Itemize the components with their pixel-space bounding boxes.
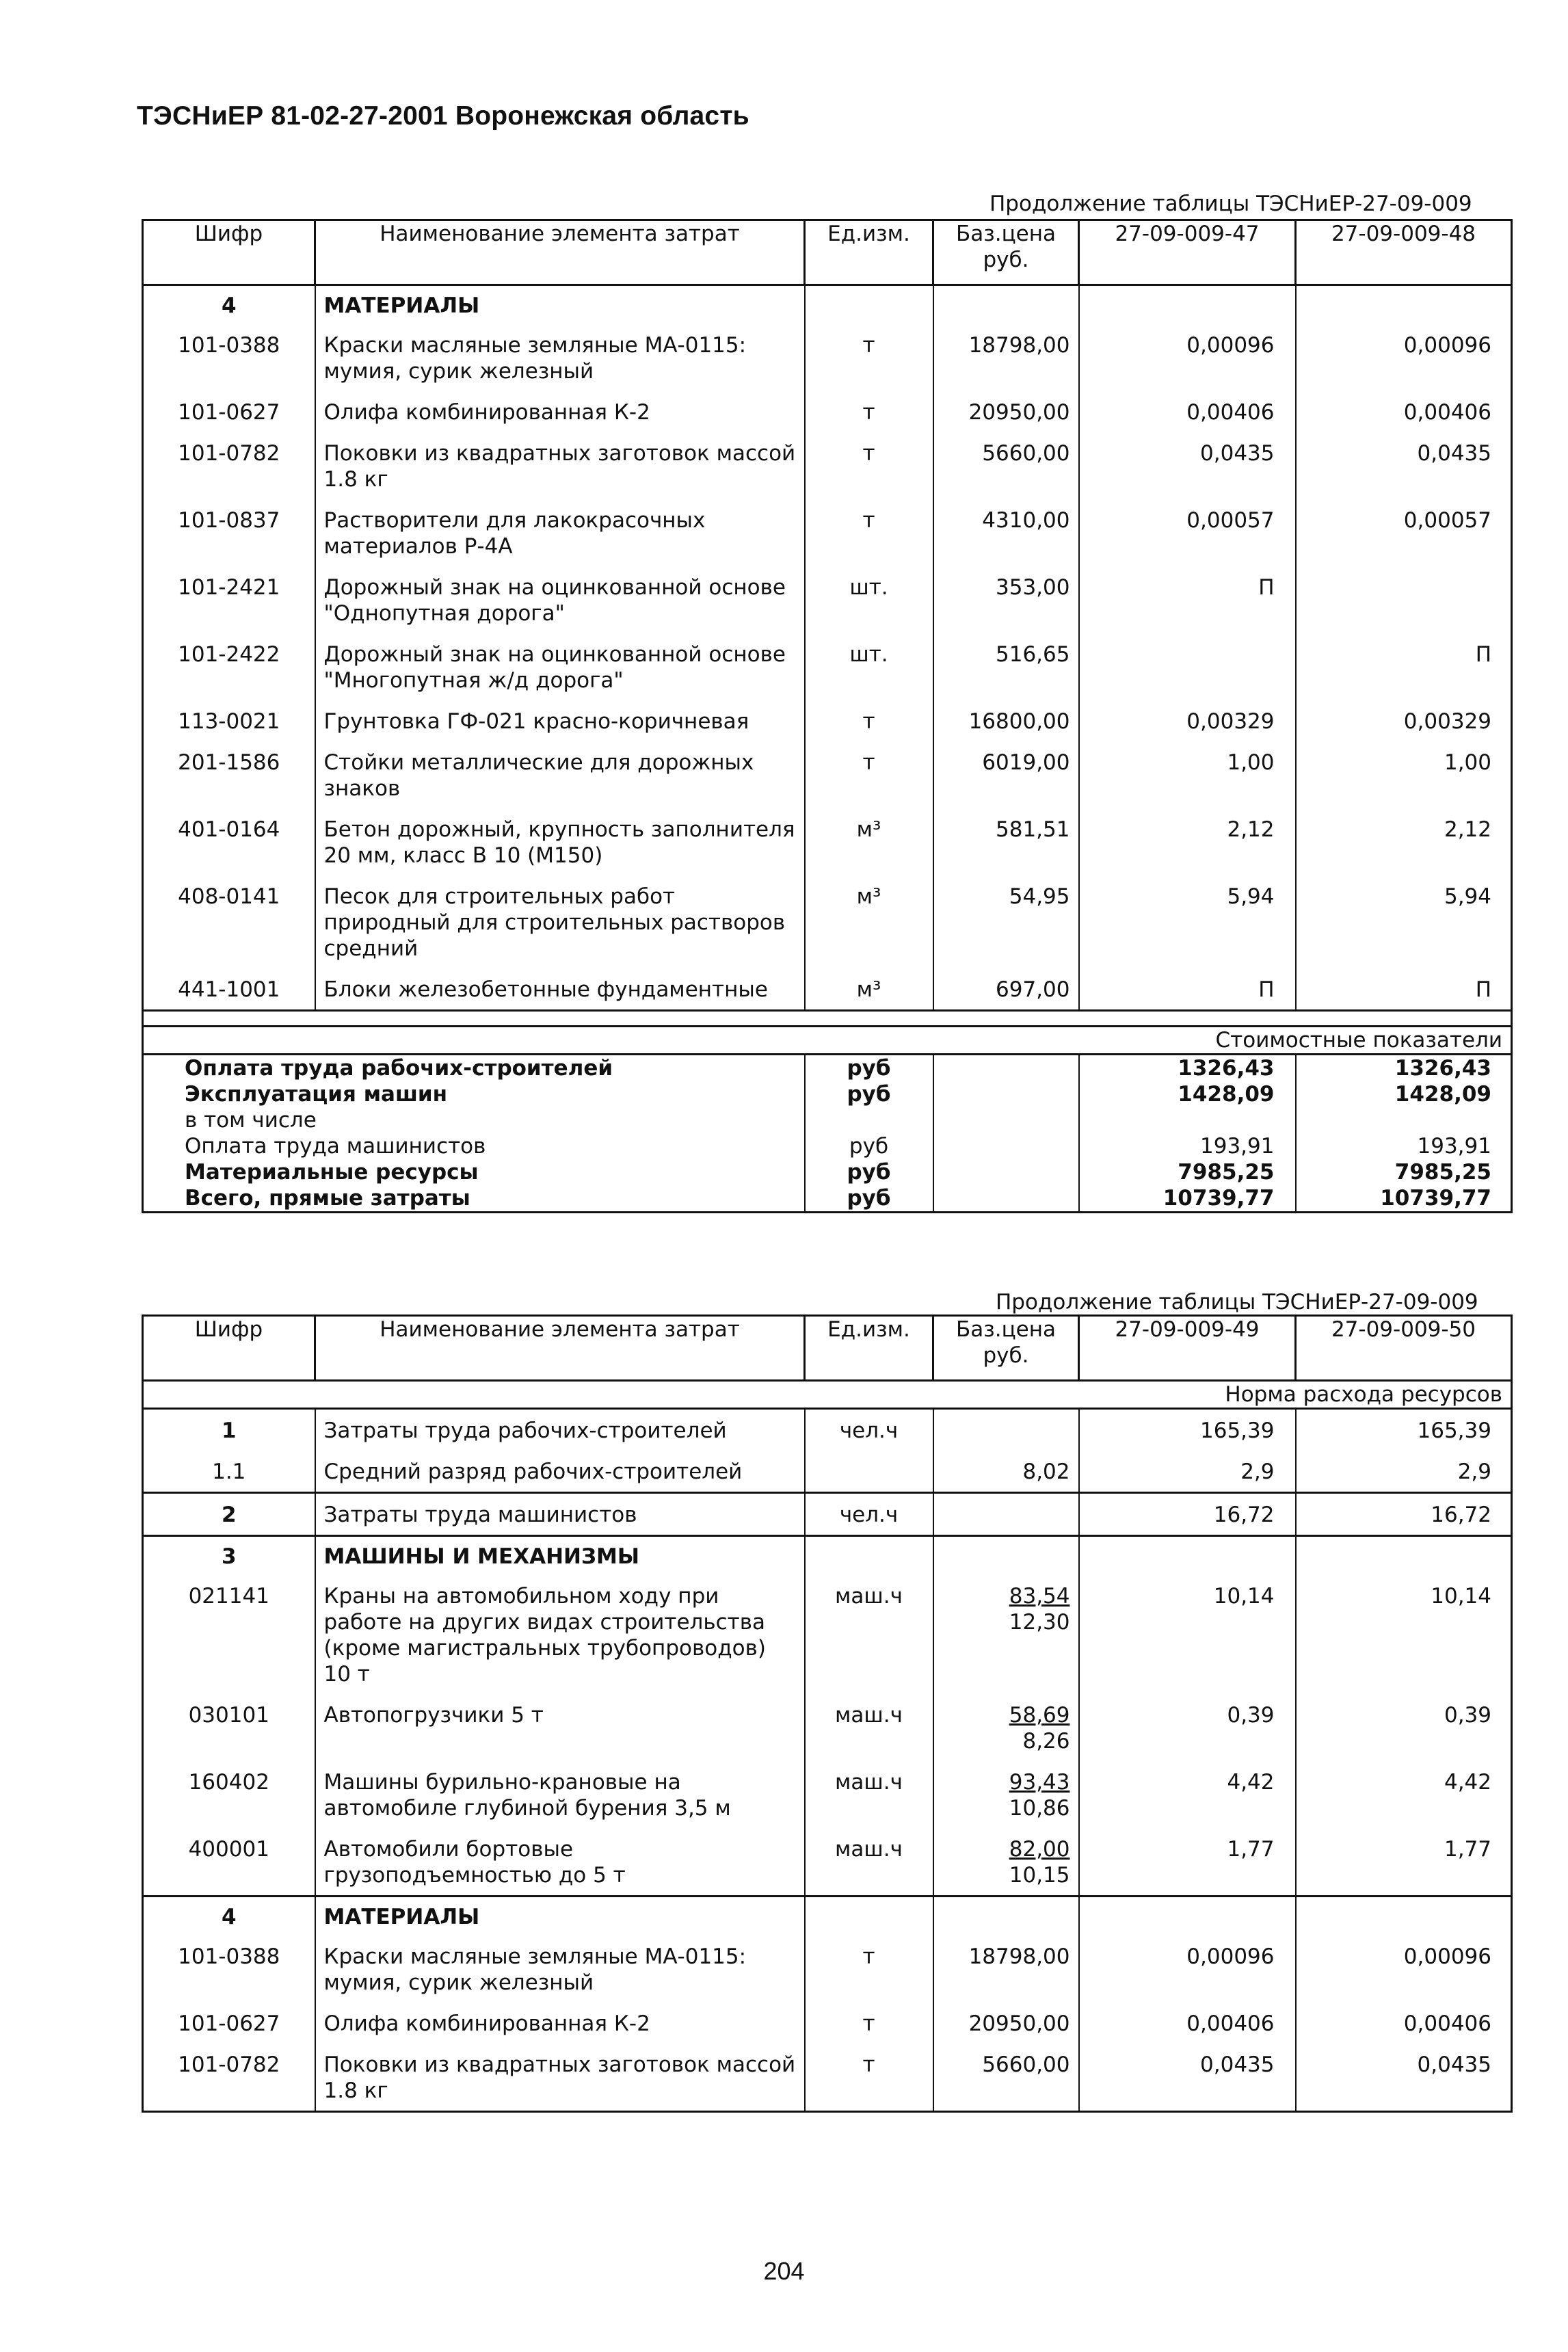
summary-price-empty <box>933 1081 1079 1107</box>
row-name: Дорожный знак на оцинкованной основе "Многопутная ж/д дорога" <box>315 633 805 700</box>
row-price: 353,00 <box>933 566 1079 633</box>
summary-label: Материальные ресурсы <box>143 1159 805 1185</box>
row-price: 5660,00 <box>933 2044 1079 2112</box>
row-value-col2: 0,00329 <box>1296 700 1512 741</box>
summary-row <box>143 1185 1512 1213</box>
section-row <box>143 1536 1512 1576</box>
row-value-col2: 2,12 <box>1296 808 1512 875</box>
section-row <box>143 1897 1512 1936</box>
row-price: 6019,00 <box>933 741 1079 808</box>
row-price <box>933 1493 1079 1536</box>
table-header-row <box>143 220 1512 285</box>
row-value-col2: 0,00057 <box>1296 499 1512 566</box>
row-value-col2: П <box>1296 633 1512 700</box>
row-code: 101-0837 <box>143 499 315 566</box>
header-col2: 27-09-009-50 <box>1296 1316 1512 1381</box>
row-value-col2: 4,42 <box>1296 1761 1512 1828</box>
summary-label: в том числе <box>143 1107 805 1133</box>
row-unit: чел.ч <box>805 1409 933 1451</box>
row-value-col1: 0,0435 <box>1079 432 1296 499</box>
row-value-col1: 0,00406 <box>1079 2003 1296 2044</box>
row-code: 1 <box>143 1409 315 1451</box>
row-code: 101-0782 <box>143 432 315 499</box>
row-code: 2 <box>143 1493 315 1536</box>
row-price: 4310,00 <box>933 499 1079 566</box>
row-value-col1: 0,00057 <box>1079 499 1296 566</box>
row-value-col1: 10,14 <box>1079 1575 1296 1694</box>
row-value-col1: 0,00406 <box>1079 391 1296 432</box>
row-name: Поковки из квадратных заготовок массой 1.8 кг <box>315 432 805 499</box>
row-unit <box>805 1451 933 1493</box>
row-value-col2: 0,0435 <box>1296 2044 1512 2112</box>
machine-price: 58,69 <box>1009 1703 1070 1728</box>
row-name: Автопогрузчики 5 т <box>315 1694 805 1761</box>
row-unit: маш.ч <box>805 1828 933 1897</box>
operator-wage-price: 10,15 <box>1009 1863 1070 1888</box>
row-value-col2: 0,00406 <box>1296 2003 1512 2044</box>
row-unit: шт. <box>805 633 933 700</box>
summary-price-empty <box>933 1107 1079 1133</box>
row-value-col2: 0,00096 <box>1296 324 1512 391</box>
table-27-09-009-47-48 <box>142 219 1513 1213</box>
table-row <box>143 432 1512 499</box>
header-name: Наименование элемента затрат <box>315 220 805 285</box>
summary-value-col1: 1428,09 <box>1079 1081 1296 1107</box>
spacer-cell <box>143 1011 1512 1027</box>
row-code: 101-0627 <box>143 2003 315 2044</box>
operator-wage-price: 10,86 <box>1009 1796 1070 1821</box>
header-code: Шифр <box>143 220 315 285</box>
row-name: Средний разряд рабочих-строителей <box>315 1451 805 1493</box>
section-unit-empty <box>805 1536 933 1576</box>
table-row <box>143 1493 1512 1536</box>
header-price: Баз.цена руб. <box>933 220 1079 285</box>
table-row <box>143 324 1512 391</box>
row-code: 030101 <box>143 1694 315 1761</box>
table-header-row <box>143 1316 1512 1381</box>
row-value-col2 <box>1296 566 1512 633</box>
row-code: 408-0141 <box>143 875 315 968</box>
row-unit: т <box>805 2044 933 2112</box>
section-code: 3 <box>143 1536 315 1576</box>
row-unit: м³ <box>805 875 933 968</box>
row-unit: т <box>805 324 933 391</box>
section-unit-empty <box>805 1897 933 1936</box>
section-price-empty <box>933 1897 1079 1936</box>
row-price: 18798,00 <box>933 324 1079 391</box>
row-unit: маш.ч <box>805 1694 933 1761</box>
summary-value-col2: 1428,09 <box>1296 1081 1512 1107</box>
section-unit-empty <box>805 285 933 325</box>
summary-price-empty <box>933 1159 1079 1185</box>
table-row <box>143 391 1512 432</box>
row-price: 20950,00 <box>933 2003 1079 2044</box>
row-name: Олифа комбинированная К-2 <box>315 391 805 432</box>
row-name: Краны на автомобильном ходу при работе на других видах строительства (кроме магистральных трубопроводов) 10 т <box>315 1575 805 1694</box>
row-value-col2: 1,00 <box>1296 741 1512 808</box>
summary-unit: руб <box>805 1081 933 1107</box>
row-value-col2: 10,14 <box>1296 1575 1512 1694</box>
summary-row <box>143 1133 1512 1159</box>
summary-value-col1 <box>1079 1107 1296 1133</box>
row-value-col1: 5,94 <box>1079 875 1296 968</box>
summary-label: Всего, прямые затраты <box>143 1185 805 1213</box>
section-v2-empty <box>1296 1897 1512 1936</box>
summary-row <box>143 1055 1512 1082</box>
operator-wage-price: 12,30 <box>1009 1610 1070 1635</box>
table-row <box>143 499 1512 566</box>
row-price <box>933 1761 1079 1828</box>
section-price-empty <box>933 285 1079 325</box>
header-name: Наименование элемента затрат <box>315 1316 805 1381</box>
page-title: ТЭСНиЕР 81-02-27-2001 Воронежская область <box>137 101 749 131</box>
row-value-col2: 5,94 <box>1296 875 1512 968</box>
table-row <box>143 1409 1512 1451</box>
table-row <box>143 633 1512 700</box>
row-unit: т <box>805 432 933 499</box>
summary-value-col2: 10739,77 <box>1296 1185 1512 1213</box>
machine-price: 83,54 <box>1009 1584 1070 1609</box>
row-value-col1: 165,39 <box>1079 1409 1296 1451</box>
row-name: Бетон дорожный, крупность заполнителя 20 мм, класс В 10 (М150) <box>315 808 805 875</box>
section-code: 4 <box>143 285 315 325</box>
row-code: 101-0388 <box>143 1935 315 2003</box>
row-value-col1: 2,12 <box>1079 808 1296 875</box>
table-row <box>143 808 1512 875</box>
table-row <box>143 968 1512 1011</box>
row-price: 16800,00 <box>933 700 1079 741</box>
row-value-col2: 0,39 <box>1296 1694 1512 1761</box>
section-v2-empty <box>1296 1536 1512 1576</box>
row-price: 581,51 <box>933 808 1079 875</box>
cost-indicators-band <box>143 1027 1512 1055</box>
row-unit: маш.ч <box>805 1575 933 1694</box>
summary-unit: руб <box>805 1185 933 1213</box>
header-price: Баз.цена руб. <box>933 1316 1079 1381</box>
summary-price-empty <box>933 1055 1079 1082</box>
summary-row <box>143 1081 1512 1107</box>
row-code: 101-0782 <box>143 2044 315 2112</box>
row-code: 021141 <box>143 1575 315 1694</box>
row-price: 8,02 <box>933 1451 1079 1493</box>
row-code: 160402 <box>143 1761 315 1828</box>
row-code: 101-2421 <box>143 566 315 633</box>
row-value-col1: 2,9 <box>1079 1451 1296 1493</box>
row-unit: шт. <box>805 566 933 633</box>
summary-label: Оплата труда машинистов <box>143 1133 805 1159</box>
row-price: 5660,00 <box>933 432 1079 499</box>
machine-price: 82,00 <box>1009 1837 1070 1862</box>
row-unit: т <box>805 391 933 432</box>
row-unit: т <box>805 741 933 808</box>
summary-row <box>143 1107 1512 1133</box>
band-label: Стоимостные показатели <box>143 1027 1512 1055</box>
row-name: Автомобили бортовые грузоподъемностью до 5 т <box>315 1828 805 1897</box>
row-price <box>933 1575 1079 1694</box>
row-value-col1 <box>1079 633 1296 700</box>
row-value-col1: 0,00329 <box>1079 700 1296 741</box>
table2-caption: Продолжение таблицы ТЭСНиЕР-27-09-009 <box>996 1290 1478 1314</box>
row-unit: маш.ч <box>805 1761 933 1828</box>
row-name: Машины бурильно-крановые на автомобиле глубиной бурения 3,5 м <box>315 1761 805 1828</box>
header-unit: Ед.изм. <box>805 1316 933 1381</box>
section-v1-empty <box>1079 285 1296 325</box>
row-value-col1: 4,42 <box>1079 1761 1296 1828</box>
header-code: Шифр <box>143 1316 315 1381</box>
table-row <box>143 741 1512 808</box>
row-name: Краски масляные земляные МА-0115: мумия, сурик железный <box>315 1935 805 2003</box>
machine-price: 93,43 <box>1009 1770 1070 1795</box>
row-name: Краски масляные земляные МА-0115: мумия, сурик железный <box>315 324 805 391</box>
row-value-col1: 0,0435 <box>1079 2044 1296 2112</box>
summary-unit <box>805 1107 933 1133</box>
table-row <box>143 1451 1512 1493</box>
row-price <box>933 1828 1079 1897</box>
page-number: 204 <box>763 2257 805 2285</box>
summary-value-col1: 1326,43 <box>1079 1055 1296 1082</box>
resource-norm-band <box>143 1381 1512 1409</box>
row-value-col2: 1,77 <box>1296 1828 1512 1897</box>
row-value-col1: 1,00 <box>1079 741 1296 808</box>
row-name: Блоки железобетонные фундаментные <box>315 968 805 1011</box>
section-v1-empty <box>1079 1536 1296 1576</box>
row-unit: т <box>805 2003 933 2044</box>
row-name: Растворители для лакокрасочных материалов Р-4А <box>315 499 805 566</box>
row-name: Стойки металлические для дорожных знаков <box>315 741 805 808</box>
row-price: 516,65 <box>933 633 1079 700</box>
summary-unit: руб <box>805 1055 933 1082</box>
row-code: 113-0021 <box>143 700 315 741</box>
section-name: МАШИНЫ И МЕХАНИЗМЫ <box>315 1536 805 1576</box>
row-value-col1: 0,00096 <box>1079 324 1296 391</box>
row-code: 400001 <box>143 1828 315 1897</box>
row-unit: м³ <box>805 968 933 1011</box>
row-name: Затраты труда рабочих-строителей <box>315 1409 805 1451</box>
row-name: Дорожный знак на оцинкованной основе "Однопутная дорога" <box>315 566 805 633</box>
operator-wage-price: 8,26 <box>1022 1729 1070 1754</box>
table-row <box>143 1935 1512 2003</box>
row-price: 18798,00 <box>933 1935 1079 2003</box>
row-value-col2: 0,00406 <box>1296 391 1512 432</box>
row-value-col1: 1,77 <box>1079 1828 1296 1897</box>
row-name: Песок для строительных работ природный для строительных растворов средний <box>315 875 805 968</box>
row-code: 1.1 <box>143 1451 315 1493</box>
row-unit: т <box>805 1935 933 2003</box>
row-value-col2: П <box>1296 968 1512 1011</box>
row-unit: чел.ч <box>805 1493 933 1536</box>
table-row <box>143 875 1512 968</box>
table-row <box>143 2044 1512 2112</box>
row-price: 697,00 <box>933 968 1079 1011</box>
row-value-col2: 0,00096 <box>1296 1935 1512 2003</box>
row-unit: т <box>805 499 933 566</box>
summary-label: Эксплуатация машин <box>143 1081 805 1107</box>
summary-unit: руб <box>805 1133 933 1159</box>
row-code: 441-1001 <box>143 968 315 1011</box>
row-code: 401-0164 <box>143 808 315 875</box>
row-code: 101-0388 <box>143 324 315 391</box>
section-row <box>143 285 1512 325</box>
table1-caption: Продолжение таблицы ТЭСНиЕР-27-09-009 <box>989 191 1472 216</box>
header-unit: Ед.изм. <box>805 220 933 285</box>
summary-price-empty <box>933 1133 1079 1159</box>
summary-value-col1: 193,91 <box>1079 1133 1296 1159</box>
row-price: 54,95 <box>933 875 1079 968</box>
row-value-col1: 0,39 <box>1079 1694 1296 1761</box>
table-row <box>143 1575 1512 1694</box>
section-name: МАТЕРИАЛЫ <box>315 285 805 325</box>
summary-row <box>143 1159 1512 1185</box>
section-code: 4 <box>143 1897 315 1936</box>
row-price <box>933 1694 1079 1761</box>
row-code: 201-1586 <box>143 741 315 808</box>
table-27-09-009-49-50 <box>142 1314 1513 2113</box>
summary-value-col2 <box>1296 1107 1512 1133</box>
summary-value-col2: 1326,43 <box>1296 1055 1512 1082</box>
row-value-col2: 165,39 <box>1296 1409 1512 1451</box>
row-name: Олифа комбинированная К-2 <box>315 2003 805 2044</box>
row-name: Грунтовка ГФ-021 красно-коричневая <box>315 700 805 741</box>
section-v1-empty <box>1079 1897 1296 1936</box>
table-row <box>143 2003 1512 2044</box>
row-value-col2: 16,72 <box>1296 1493 1512 1536</box>
row-value-col2: 0,0435 <box>1296 432 1512 499</box>
row-value-col1: П <box>1079 968 1296 1011</box>
band-label: Норма расхода ресурсов <box>143 1381 1512 1409</box>
summary-label: Оплата труда рабочих-строителей <box>143 1055 805 1082</box>
summary-value-col2: 7985,25 <box>1296 1159 1512 1185</box>
summary-value-col2: 193,91 <box>1296 1133 1512 1159</box>
row-name: Поковки из квадратных заготовок массой 1.8 кг <box>315 2044 805 2112</box>
table-row <box>143 700 1512 741</box>
row-value-col1: 0,00096 <box>1079 1935 1296 2003</box>
table-row <box>143 1828 1512 1897</box>
row-unit: м³ <box>805 808 933 875</box>
row-value-col2: 2,9 <box>1296 1451 1512 1493</box>
row-value-col1: 16,72 <box>1079 1493 1296 1536</box>
section-v2-empty <box>1296 285 1512 325</box>
table-row <box>143 1694 1512 1761</box>
summary-unit: руб <box>805 1159 933 1185</box>
spacer-row <box>143 1011 1512 1027</box>
summary-price-empty <box>933 1185 1079 1213</box>
header-col1: 27-09-009-47 <box>1079 220 1296 285</box>
row-price <box>933 1409 1079 1451</box>
header-col2: 27-09-009-48 <box>1296 220 1512 285</box>
row-code: 101-2422 <box>143 633 315 700</box>
row-unit: т <box>805 700 933 741</box>
row-price: 20950,00 <box>933 391 1079 432</box>
summary-value-col1: 10739,77 <box>1079 1185 1296 1213</box>
row-name: Затраты труда машинистов <box>315 1493 805 1536</box>
section-price-empty <box>933 1536 1079 1576</box>
row-value-col1: П <box>1079 566 1296 633</box>
table-row <box>143 1761 1512 1828</box>
header-col1: 27-09-009-49 <box>1079 1316 1296 1381</box>
table-row <box>143 566 1512 633</box>
summary-value-col1: 7985,25 <box>1079 1159 1296 1185</box>
row-code: 101-0627 <box>143 391 315 432</box>
section-name: МАТЕРИАЛЫ <box>315 1897 805 1936</box>
